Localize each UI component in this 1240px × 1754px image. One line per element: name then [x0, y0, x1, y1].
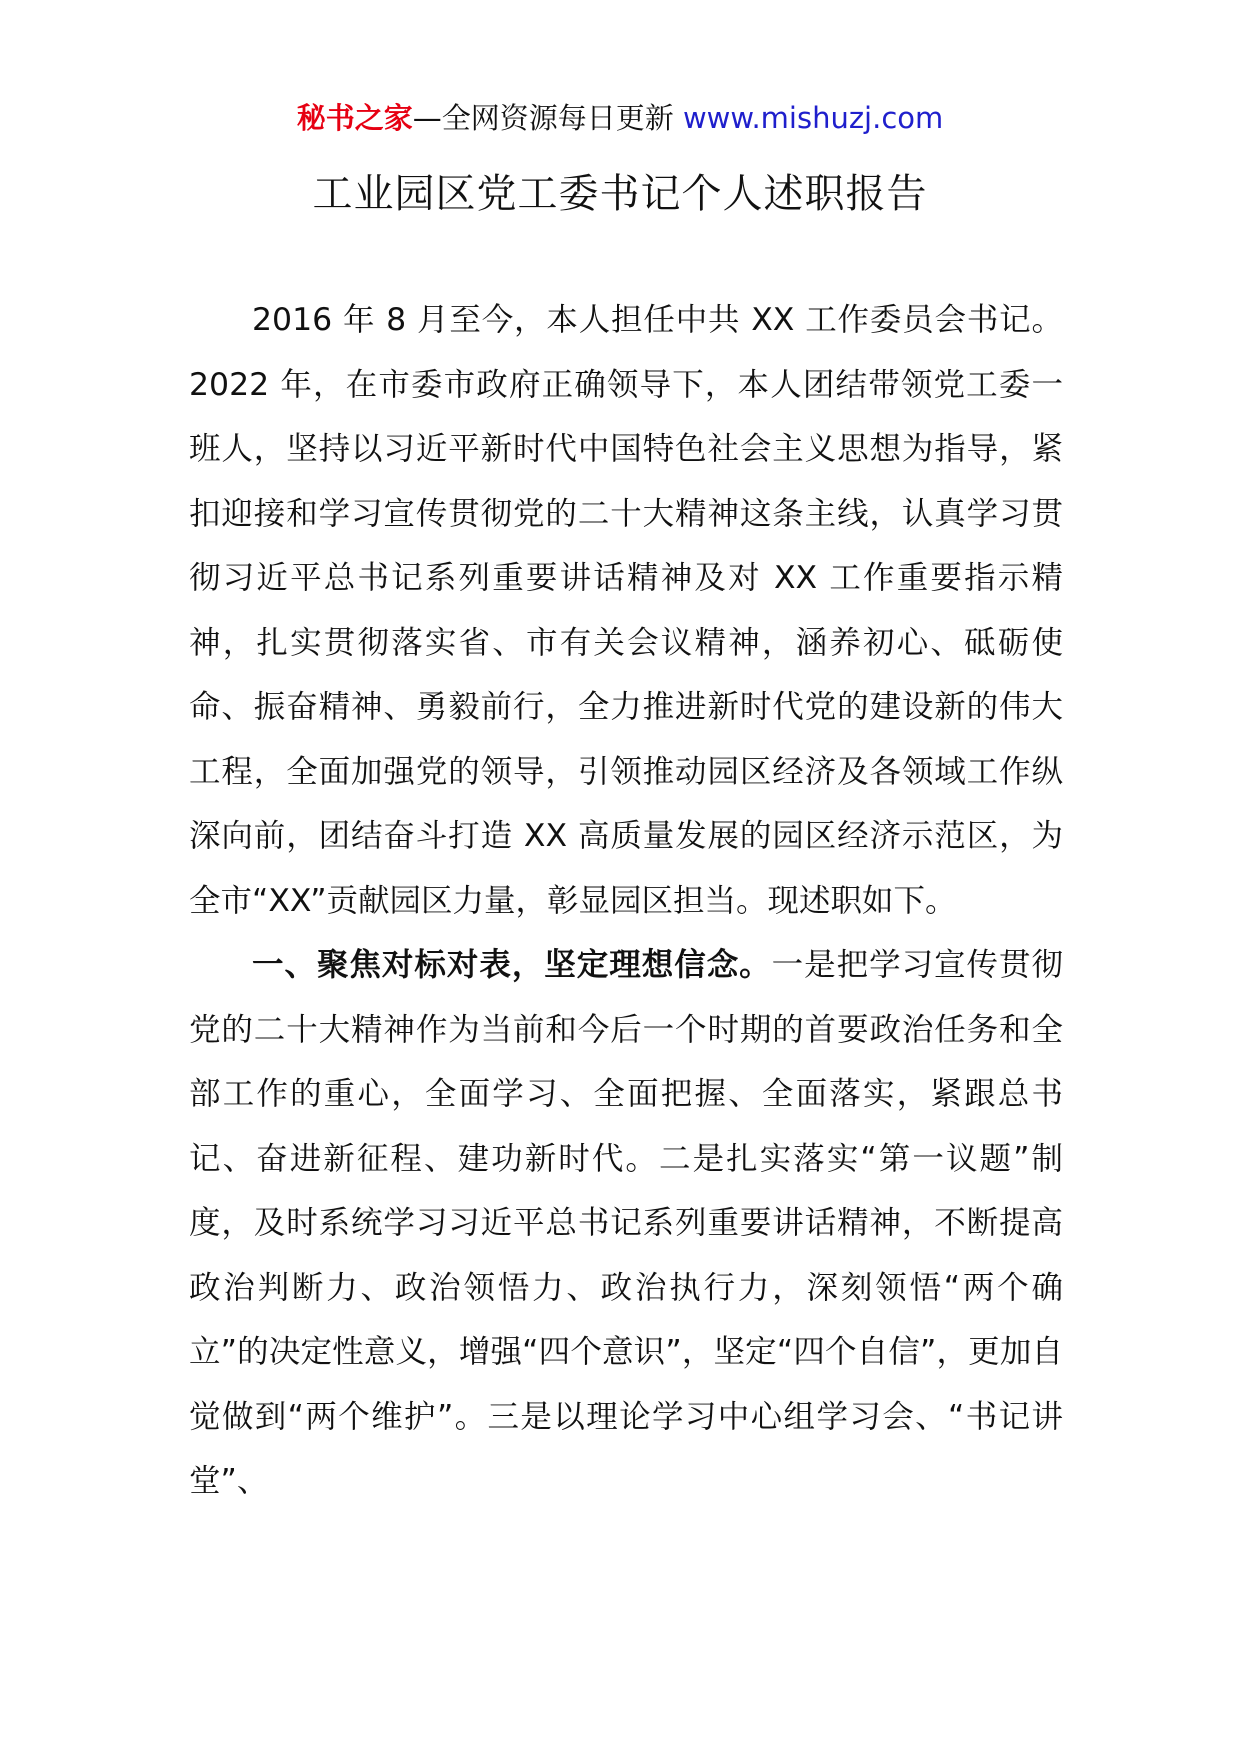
site-url-link[interactable]: www.mishuzj.com — [682, 101, 944, 135]
document-body — [189, 288, 1063, 1514]
site-header — [0, 98, 1240, 138]
header-tagline: —全网资源每日更新 — [412, 101, 674, 135]
document-title: 工业园区党工委书记个人述职报告 — [312, 171, 928, 217]
paragraph-intro — [189, 288, 1063, 933]
paragraph-text: 一是把学习宣传贯彻党的二十大精神作为当前和今后一个时期的首要政治任务和全部工作的重心，全面学习、全面把握、全面落实，紧跟总书记、奋进新征程、建功新时代。二是扎实落实“第一议题”制度，及时系统学习习近平总书记系列重要讲话精神，不断提高政治判断力、政治领悟力、政治执行力，深刻领悟“两个确立”的决定性意义，增强“四个意识”，坚定“四个自信”，更加自觉做到“两个维护”。三是以理论学习中心组学习会、“书记讲堂”、 — [189, 947, 1063, 1499]
paragraph-text: 2016 年 8 月至今，本人担任中共 XX 工作委员会书记。2022 年，在市委市政府正确领导下，本人团结带领党工委一班人，坚持以习近平新时代中国特色社会主义思想为指导，紧扣迎接和学习宣传贯彻党的二十大精神这条主线，认真学习贯彻习近平总书记系列重要讲话精神及对 XX 工作重要指示精神，扎实贯彻落实省、市有关会议精神，涵养初心、砥砺使命、振奋精神、勇毅前行，全力推进新时代党的建设新的伟大工程，全面加强党的领导，引领推动园区经济及各领域工作纵深向前，团结奋斗打造 XX 高质量发展的园区经济示范区，为全市“XX”贡献园区力量，彰显园区担当。现述职如下。 — [189, 302, 1063, 919]
brand-name: 秘书之家 — [296, 101, 413, 135]
paragraph-section-one — [189, 933, 1063, 1514]
section-heading: 一、聚焦对标对表，坚定理想信念。 — [252, 947, 772, 983]
